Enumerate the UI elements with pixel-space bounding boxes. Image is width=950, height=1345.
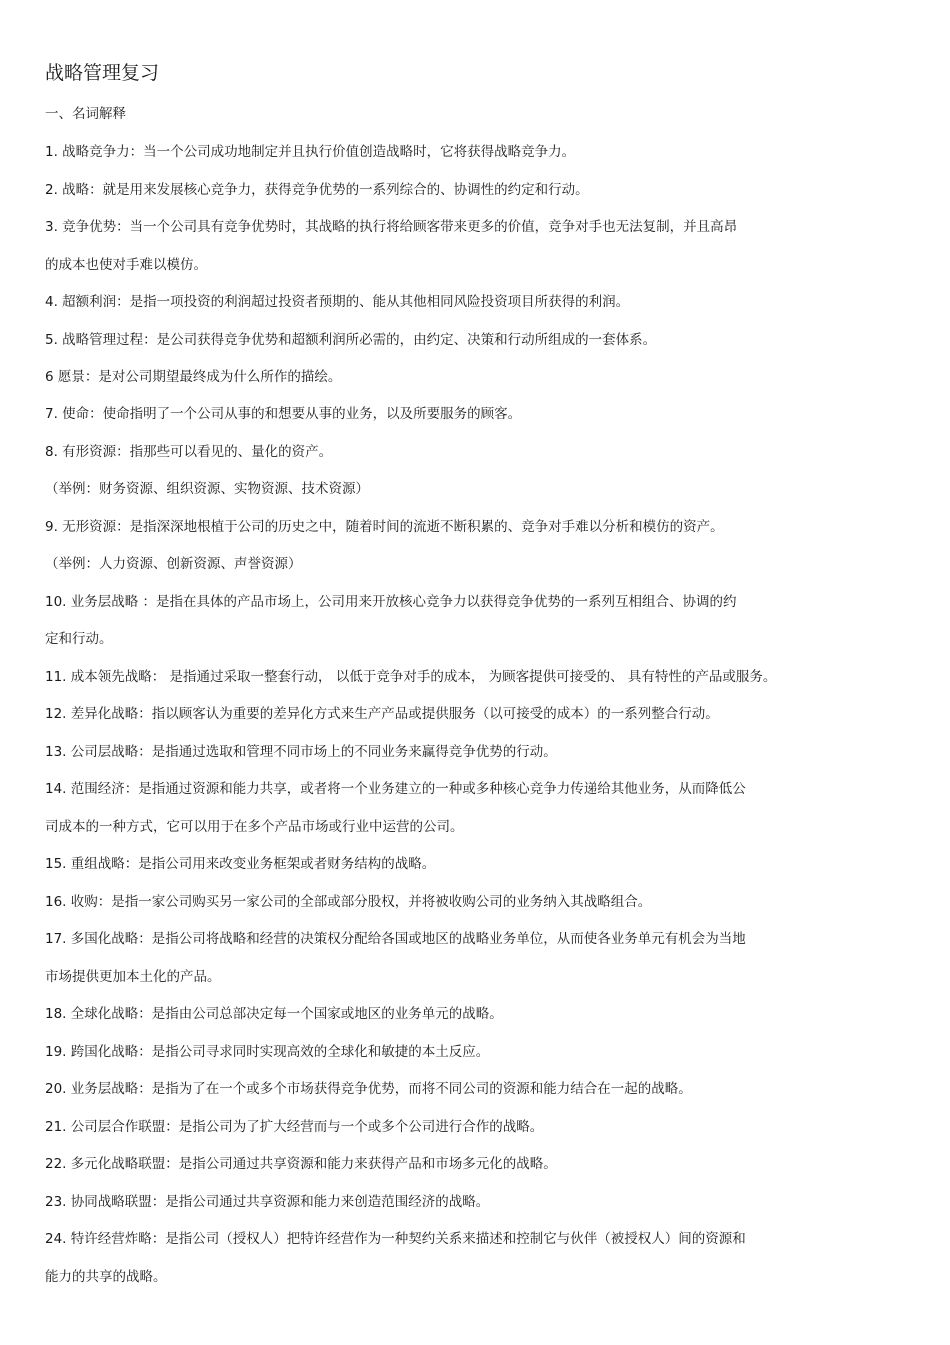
definition-line: 4. 超额利润：是指一项投资的利润超过投资者预期的、能从其他相同风险投资项目所获得的利润。 <box>45 294 630 310</box>
definition-line: 9. 无形资源：是指深深地根植于公司的历史之中，随着时间的流逝不断积累的、竞争对手难以分析和模仿的资产。 <box>45 519 724 535</box>
definition-line-continuation: 市场提供更加本土化的产品。 <box>45 969 221 985</box>
definition-line: 14. 范围经济：是指通过资源和能力共享，或者将一个业务建立的一种或多种核心竞争力传递给其他业务，从而降低公 <box>45 781 746 797</box>
definition-line-continuation: 能力的共享的战略。 <box>45 1269 167 1285</box>
definition-line: 15. 重组战略：是指公司用来改变业务框架或者财务结构的战略。 <box>45 856 436 872</box>
definition-line: 22. 多元化战略联盟：是指公司通过共享资源和能力来获得产品和市场多元化的战略。 <box>45 1156 557 1172</box>
definition-line: 23. 协同战略联盟：是指公司通过共享资源和能力来创造范围经济的战略。 <box>45 1194 490 1210</box>
page-title: 战略管理复习 <box>45 62 160 84</box>
definition-line: 17. 多国化战略：是指公司将战略和经营的决策权分配给各国或地区的战略业务单位，从而使各业务单元有机会为当地 <box>45 931 746 947</box>
definition-line: 19. 跨国化战略：是指公司寻求同时实现高效的全球化和敏捷的本土反应。 <box>45 1044 490 1060</box>
example-line: （举例：财务资源、组织资源、实物资源、技术资源） <box>45 481 369 497</box>
definition-line: 20. 业务层战略：是指为了在一个或多个市场获得竞争优势，而将不同公司的资源和能力结合在一起的战略。 <box>45 1081 692 1097</box>
definition-line-continuation: 定和行动。 <box>45 631 113 647</box>
definition-line: 6 愿景：是对公司期望最终成为什么所作的描绘。 <box>45 369 342 385</box>
definition-line: 3. 竞争优势：当一个公司具有竞争优势时，其战略的执行将给顾客带来更多的价值，竞争对手也无法复制，并且高昂 <box>45 219 738 235</box>
definition-line: 21. 公司层合作联盟：是指公司为了扩大经营而与一个或多个公司进行合作的战略。 <box>45 1119 544 1135</box>
definition-line: 8. 有形资源：指那些可以看见的、量化的资产。 <box>45 444 333 460</box>
definition-line: 12. 差异化战略：指以顾客认为重要的差异化方式来生产产品或提供服务（以可接受的成本）的一系列整合行动。 <box>45 706 719 722</box>
definition-line: 5. 战略管理过程：是公司获得竞争优势和超额利润所必需的，由约定、决策和行动所组成的一套体系。 <box>45 332 657 348</box>
section-heading: 一、名词解释 <box>45 106 126 122</box>
definition-line-continuation: 司成本的一种方式，它可以用于在多个产品市场或行业中运营的公司。 <box>45 819 464 835</box>
definition-line: 18. 全球化战略：是指由公司总部决定每一个国家或地区的业务单元的战略。 <box>45 1006 503 1022</box>
definition-line: 24. 特许经营炸略：是指公司（授权人）把特许经营作为一种契约关系来描述和控制它与伙伴（被授权人）间的资源和 <box>45 1231 746 1247</box>
definition-line: 1. 战略竞争力：当一个公司成功地制定并且执行价值创造战略时，它将获得战略竞争力。 <box>45 144 576 160</box>
definition-line: 13. 公司层战略：是指通过选取和管理不同市场上的不同业务来赢得竞争优势的行动。 <box>45 744 557 760</box>
definition-line: 2. 战略：就是用来发展核心竞争力，获得竞争优势的一系列综合的、协调性的约定和行动。 <box>45 182 589 198</box>
example-line: （举例：人力资源、创新资源、声誉资源） <box>45 556 302 572</box>
definition-line: 7. 使命：使命指明了一个公司从事的和想要从事的业务，以及所要服务的顾客。 <box>45 406 522 422</box>
definition-line: 16. 收购：是指一家公司购买另一家公司的全部或部分股权，并将被收购公司的业务纳入其战略组合。 <box>45 894 652 910</box>
definition-line: 10. 业务层战略 ：是指在具体的产品市场上，公司用来开放核心竞争力以获得竞争优势的一系列互相组合、协调的约 <box>45 594 737 610</box>
definition-line-continuation: 的成本也使对手难以模仿。 <box>45 257 207 273</box>
definition-line: 11. 成本领先战略： 是指通过采取一整套行动， 以低于竞争对手的成本， 为顾客提供可接受的、 具有特性的产品或服务。 <box>45 669 777 685</box>
